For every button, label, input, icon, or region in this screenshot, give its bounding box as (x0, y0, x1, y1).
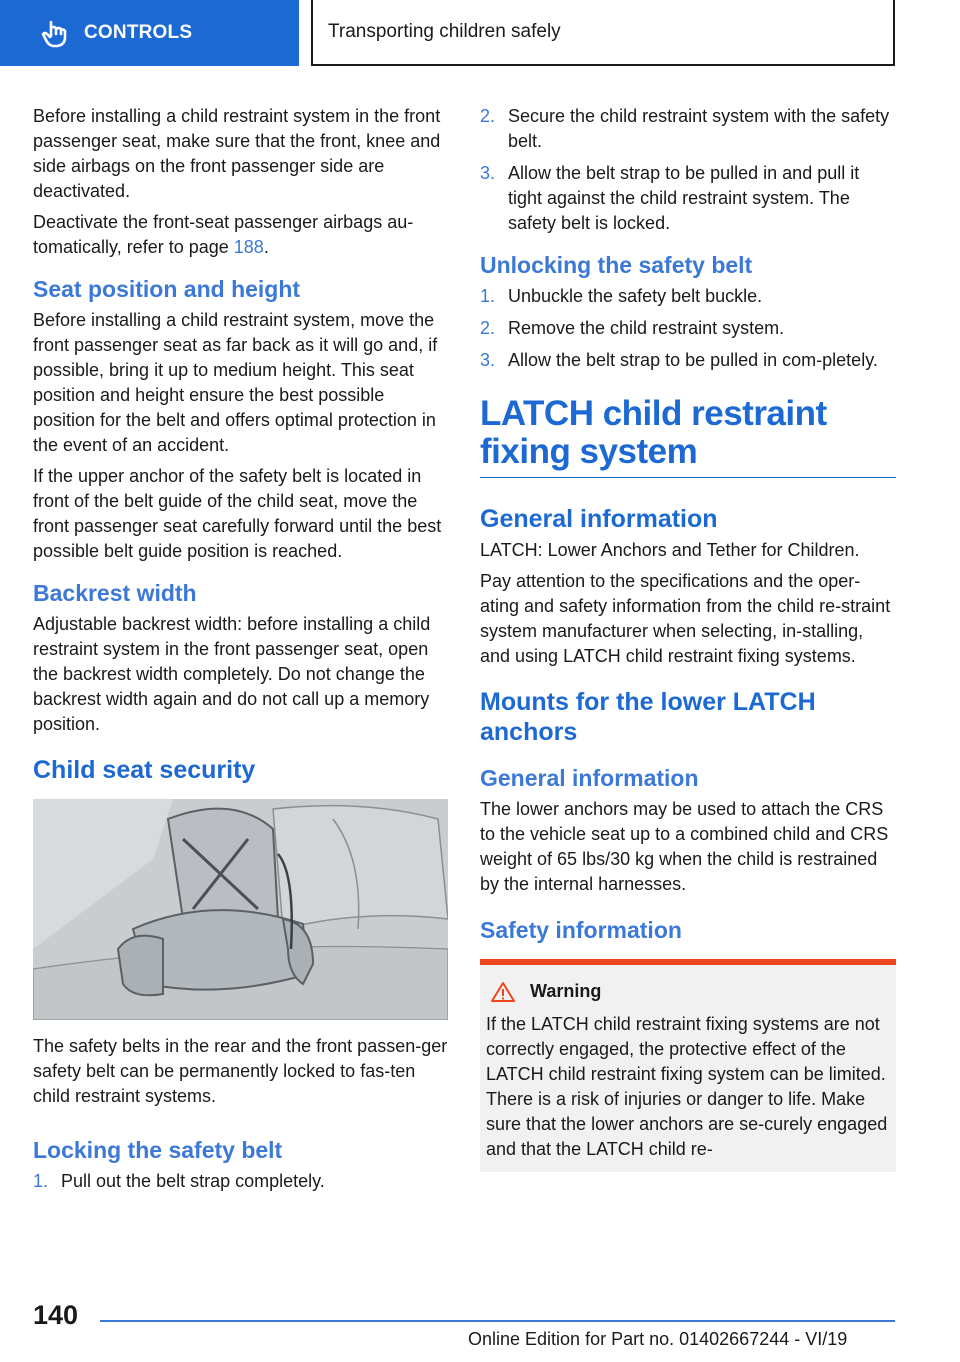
warning-box (480, 959, 896, 1172)
list-item: 3. Allow the belt strap to be pulled in and pull it tight against the child restraint system. The safety belt is locked. (480, 163, 860, 233)
general-information-heading: General information (480, 505, 718, 533)
intro-paragraph: Before installing a child restraint system in the front passenger seat, make sure that the front, knee and side airbags on the front passenger side are deactivated. (33, 106, 441, 201)
seat-position-paragraph: Before installing a child restraint system, move the front passenger seat as far back as it will go and, if possible, bring it up to medium height. This seat position and height ensure the best possible position for the belt and offers optimal protection in the event of an accident. (33, 310, 438, 455)
security-paragraph: The safety belts in the rear and the front passen‐ger safety belt can be permanently locked to fas‐ten child restraint systems. (33, 1036, 448, 1106)
unlocking-steps (480, 284, 896, 373)
specifications-paragraph: Pay attention to the specifications and the oper‐ating and safety information from the child re‐straint system manufacturer when selecting, in‐stalling, and using LATCH child restraint fixing systems. (480, 571, 891, 666)
locking-steps-right (480, 104, 896, 236)
latch-heading: LATCH child restraint fixing system (480, 395, 896, 478)
left-column (33, 104, 448, 1201)
locking-heading: Locking the safety belt (33, 1137, 283, 1163)
page-link[interactable]: 188 (233, 237, 264, 257)
warning-title: Warning (530, 981, 602, 1001)
deactivate-paragraph: Deactivate the front-seat passenger airbags au‐tomatically, refer to page 188. (33, 212, 414, 257)
warning-triangle-icon (490, 981, 516, 1003)
mounts-general-heading: General information (480, 765, 699, 791)
safety-information-heading: Safety information (480, 917, 682, 943)
child-seat-security-heading: Child seat security (33, 756, 256, 784)
right-column (480, 104, 896, 1172)
list-item: 2. Remove the child restraint system. (480, 318, 785, 338)
footer-divider (100, 1320, 895, 1322)
warning-header (486, 979, 888, 1004)
upper-anchor-paragraph: If the upper anchor of the safety belt is located in front of the belt guide of the child seat, move the front passenger seat carefully forward until the best possible belt guide position is reached. (33, 466, 442, 561)
list-item: 3. Allow the belt strap to be pulled in com‐pletely. (480, 350, 878, 370)
section-tab (0, 0, 299, 66)
backrest-width-heading: Backrest width (33, 580, 197, 606)
locking-steps-left (33, 1169, 448, 1194)
list-item: 1. Unbuckle the safety belt buckle. (480, 286, 763, 306)
page-title: Transporting children safely (311, 0, 895, 66)
section-label: CONTROLS (84, 22, 193, 43)
seat-position-heading: Seat position and height (33, 276, 301, 302)
hand-touch-icon (38, 16, 72, 50)
warning-text: If the LATCH child restraint fixing systems are not correctly engaged, the protective effect of the LATCH child restraint fixing system can be limited. There is a risk of injuries or danger to life. Make sure that the lower anchors are se‐curely engaged and that the LATCH child re‐ (486, 1014, 888, 1159)
page-number: 140 (33, 1300, 79, 1330)
list-item: 1. Pull out the belt strap completely. (33, 1171, 325, 1191)
mounts-paragraph: The lower anchors may be used to attach the CRS to the vehicle seat up to a combined child and CRS weight of 65 lbs/30 kg when the child is restrained by the internal harnesses. (480, 799, 889, 894)
list-item: 2. Secure the child restraint system with the safety belt. (480, 106, 890, 151)
backrest-width-paragraph: Adjustable backrest width: before installing a child restraint system in the front passenger seat, open the backrest width completely. Do not change the backrest width again and do not call up a memory position. (33, 614, 431, 734)
mounts-heading: Mounts for the lower LATCH anchors (480, 688, 816, 746)
latch-definition-paragraph: LATCH: Lower Anchors and Tether for Children. (480, 540, 860, 560)
unlocking-heading: Unlocking the safety belt (480, 252, 753, 278)
edition-footer: Online Edition for Part no. 01402667244 - VI/19 (468, 1329, 848, 1349)
child-seat-illustration (33, 799, 448, 1020)
